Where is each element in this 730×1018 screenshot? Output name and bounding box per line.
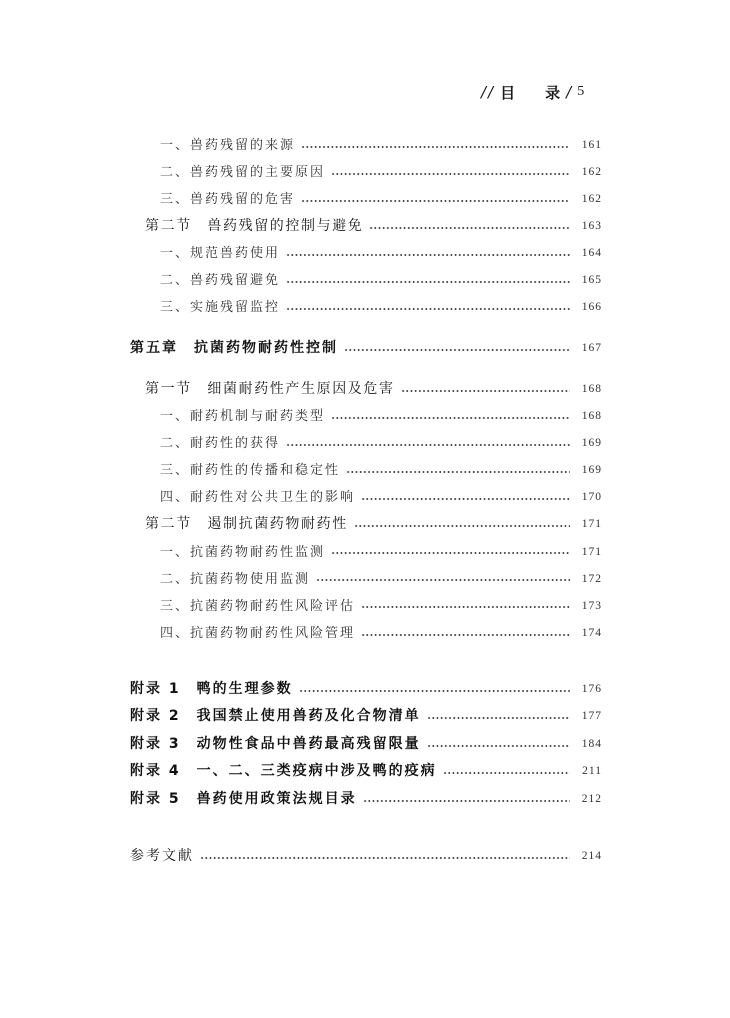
toc-entry-page-number: 171: [581, 518, 602, 531]
toc-entry-label: 一、耐药机制与耐药类型: [160, 409, 326, 425]
toc-entry-page-number: 169: [581, 437, 602, 450]
toc-subsection-entry: [130, 620, 602, 647]
toc-dot-leader: [346, 457, 570, 484]
toc-entry-label: 二、兽药残留的主要原因: [160, 165, 326, 180]
toc-dot-leader: [443, 758, 570, 786]
toc-chapter-entry: [130, 786, 602, 814]
toc-entry-page-number: 177: [581, 710, 602, 723]
toc-dot-leader: [354, 511, 570, 538]
toc-entry-page-number: 163: [581, 220, 602, 232]
toc-entry-page-number: 167: [581, 342, 602, 354]
toc-entry-page-number: 214: [581, 850, 602, 863]
toc-entry-page-number: 161: [581, 139, 602, 151]
running-head-title: 目 录: [500, 83, 561, 102]
toc-subsection-entry: [130, 539, 602, 566]
toc-group: [130, 676, 602, 814]
toc-entry-page-number: 212: [581, 792, 602, 805]
toc-dot-leader: [361, 484, 570, 511]
toc-dot-leader: [331, 539, 570, 566]
toc-group: [130, 843, 602, 870]
toc-entry-page-number: 162: [581, 193, 602, 205]
toc-entry-page-number: 165: [581, 274, 602, 286]
toc-entry-label: 三、兽药残留的危害: [160, 192, 296, 207]
toc-entry-page-number: 168: [581, 383, 602, 395]
toc-group: [130, 335, 602, 362]
toc-subsection-entry: [130, 132, 602, 159]
toc-dot-leader: [301, 132, 570, 159]
toc-dot-leader: [427, 703, 570, 731]
toc-entry-label: 第二节 兽药残留的控制与避免: [145, 218, 364, 234]
toc-entry-label: 三、实施残留监控: [160, 300, 281, 315]
toc-subsection-entry: [130, 430, 602, 457]
toc-list: [130, 132, 602, 870]
toc-entry-page-number: 174: [581, 626, 602, 639]
toc-entry-label: 四、抗菌药物耐药性风险管理: [160, 625, 356, 641]
toc-subsection-entry: [130, 403, 602, 430]
toc-dot-leader: [363, 786, 570, 814]
toc-chapter-entry: [130, 676, 602, 704]
toc-dot-leader: [369, 213, 570, 240]
toc-chapter-entry: [130, 703, 602, 731]
toc-entry-page-number: 162: [581, 166, 602, 178]
toc-chapter-entry: [130, 758, 602, 786]
toc-entry-page-number: 169: [581, 464, 602, 477]
toc-entry-label: 二、耐药性的获得: [160, 436, 281, 452]
toc-group: [130, 376, 602, 647]
toc-entry-label: 第一节 细菌耐药性产生原因及危害: [145, 381, 395, 397]
toc-dot-leader: [299, 676, 570, 704]
toc-dot-leader: [361, 593, 570, 620]
toc-entry-label: 参考文献: [130, 848, 194, 865]
toc-dot-leader: [286, 294, 570, 321]
toc-subsection-entry: [130, 566, 602, 593]
toc-chapter-entry: [130, 335, 602, 362]
toc-chapter-entry: [130, 731, 602, 759]
toc-subsection-entry: [130, 484, 602, 511]
toc-entry-page-number: 170: [581, 491, 602, 504]
toc-entry-page-number: 171: [581, 545, 602, 558]
toc-subsection-entry: [130, 240, 602, 267]
toc-entry-label: 二、兽药残留避免: [160, 273, 281, 288]
toc-subsection-entry: [130, 457, 602, 484]
toc-dot-leader: [331, 159, 570, 186]
running-head: [481, 82, 584, 102]
toc-entry-page-number: 164: [581, 247, 602, 259]
toc-entry-label: 附录 4 一、二、三类疫病中涉及鸭的疫病: [130, 763, 437, 780]
toc-entry-label: 一、兽药残留的来源: [160, 138, 296, 153]
toc-entry-label: 附录 5 兽药使用政策法规目录: [130, 790, 357, 807]
toc-entry-page-number: 211: [582, 765, 602, 778]
toc-subsection-entry: [130, 186, 602, 213]
running-head-page-number: 5: [577, 84, 585, 99]
toc-group: [130, 132, 602, 321]
toc-entry-label: 四、耐药性对公共卫生的影响: [160, 490, 356, 506]
toc-dot-leader: [316, 566, 570, 593]
toc-dot-leader: [286, 430, 570, 457]
toc-section-entry: [130, 376, 602, 403]
toc-section-entry: [130, 213, 602, 240]
toc-dot-leader: [344, 335, 570, 362]
toc-dot-leader: [361, 620, 570, 647]
toc-entry-label: 第二节 遏制抗菌药物耐药性: [145, 516, 348, 533]
toc-entry-page-number: 172: [581, 572, 602, 585]
toc-entry-page-number: 184: [581, 737, 602, 750]
toc-subsection-entry: [130, 593, 602, 620]
toc-entry-label: 三、抗菌药物耐药性风险评估: [160, 598, 356, 614]
toc-entry-label: 一、抗菌药物耐药性监测: [160, 544, 326, 560]
toc-entry-page-number: 173: [581, 599, 602, 612]
toc-subsection-entry: [130, 294, 602, 321]
toc-entry-page-number: 166: [581, 301, 602, 313]
toc-entry-page-number: 168: [581, 410, 602, 423]
toc-entry-label: 二、抗菌药物使用监测: [160, 571, 311, 587]
toc-subsection-entry: [130, 159, 602, 186]
toc-entry-label: 附录 1 鸭的生理参数: [130, 680, 293, 697]
toc-dot-leader: [331, 403, 570, 430]
running-head-prefix: //: [481, 83, 496, 101]
toc-dot-leader: [427, 731, 570, 759]
toc-dot-leader: [200, 843, 570, 870]
toc-entry-label: 第五章 抗菌药物耐药性控制: [130, 340, 338, 356]
toc-entry-label: 附录 2 我国禁止使用兽药及化合物清单: [130, 708, 421, 725]
toc-entry-label: 三、耐药性的传播和稳定性: [160, 463, 341, 479]
toc-dot-leader: [301, 186, 570, 213]
toc-entry-label: 附录 3 动物性食品中兽药最高残留限量: [130, 735, 421, 752]
toc-section-entry: [130, 511, 602, 538]
toc-entry-page-number: 176: [581, 682, 602, 695]
toc-entry-label: 一、规范兽药使用: [160, 246, 281, 261]
toc-subsection-entry: [130, 267, 602, 294]
toc-dot-leader: [286, 267, 570, 294]
toc-dot-leader: [286, 240, 570, 267]
toc-dot-leader: [401, 376, 570, 403]
running-head-separator: /: [566, 83, 572, 101]
toc-chapter-entry: [130, 843, 602, 870]
